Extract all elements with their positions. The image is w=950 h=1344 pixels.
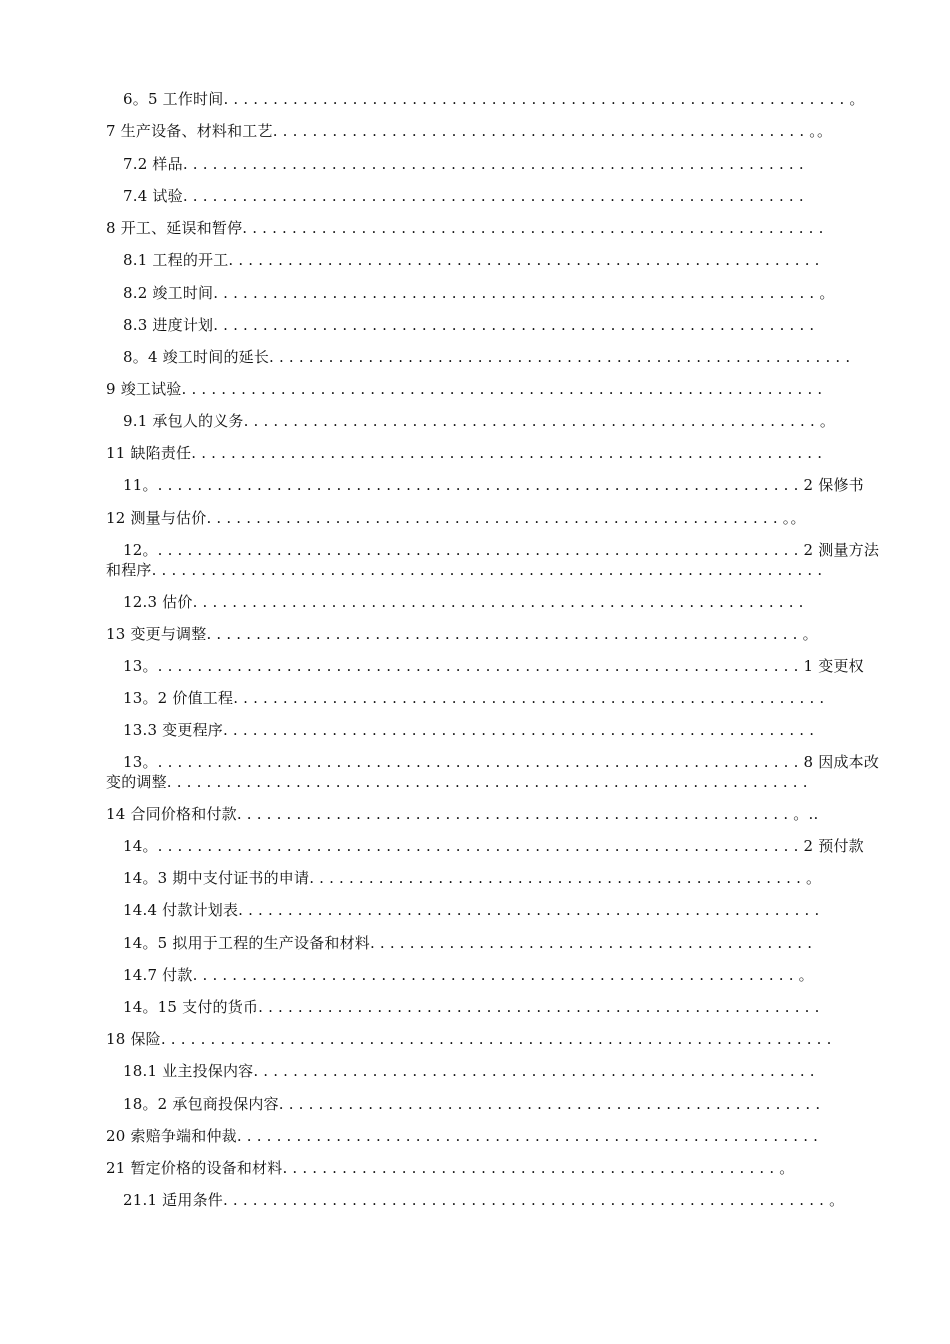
toc-entry-continuation[interactable]: 变的调整. . . . . . . . . . . . . . . . . . . . . . . . . . . . . . . . . . . . . . . . . . . . . . . . . . . . . . . . . . . . . . . . . (106, 773, 808, 791)
toc-entry[interactable]: 13。. . . . . . . . . . . . . . . . . . . . . . . . . . . . . . . . . . . . . . . . . . . . . . . . . . . . . . . . . . . . . . . . . 1 变更权 (123, 657, 864, 675)
toc-entry[interactable]: 13。2 价值工程. . . . . . . . . . . . . . . . . . . . . . . . . . . . . . . . . . . . . . . . . . . . . . . . . . . . . . . . . . . . (123, 689, 825, 707)
toc-entry[interactable]: 6。5 工作时间. . . . . . . . . . . . . . . . . . . . . . . . . . . . . . . . . . . . . . . . . . . . . . . . . . . . . . . . . . . . . . . 。 (123, 90, 865, 108)
toc-entry[interactable]: 21 暂定价格的设备和材料. . . . . . . . . . . . . . . . . . . . . . . . . . . . . . . . . . . . . . . . . . . . . . . . . . 。 (106, 1159, 795, 1177)
toc-entry[interactable]: 14 合同价格和付款. . . . . . . . . . . . . . . . . . . . . . . . . . . . . . . . . . . . . . . . . . . . . . . . . . . . . . . . 。.. (106, 805, 819, 823)
toc-entry[interactable]: 9 竣工试验. . . . . . . . . . . . . . . . . . . . . . . . . . . . . . . . . . . . . . . . . . . . . . . . . . . . . . . . . . . . . . . . . (106, 380, 823, 398)
toc-entry[interactable]: 8.2 竣工时间. . . . . . . . . . . . . . . . . . . . . . . . . . . . . . . . . . . . . . . . . . . . . . . . . . . . . . . . . . . . . 。 (123, 284, 835, 302)
toc-entry[interactable]: 8。4 竣工时间的延长. . . . . . . . . . . . . . . . . . . . . . . . . . . . . . . . . . . . . . . . . . . . . . . . . . . . . . . . . . . (123, 348, 851, 366)
toc-entry[interactable]: 20 索赔争端和仲裁. . . . . . . . . . . . . . . . . . . . . . . . . . . . . . . . . . . . . . . . . . . . . . . . . . . . . . . . . . . (106, 1127, 819, 1145)
toc-entry[interactable]: 8.3 进度计划. . . . . . . . . . . . . . . . . . . . . . . . . . . . . . . . . . . . . . . . . . . . . . . . . . . . . . . . . . . . . (123, 316, 815, 334)
toc-entry[interactable]: 12.3 估价. . . . . . . . . . . . . . . . . . . . . . . . . . . . . . . . . . . . . . . . . . . . . . . . . . . . . . . . . . . . . . (123, 593, 804, 611)
toc-entry[interactable]: 8.1 工程的开工. . . . . . . . . . . . . . . . . . . . . . . . . . . . . . . . . . . . . . . . . . . . . . . . . . . . . . . . . . . . (123, 251, 820, 269)
toc-entry[interactable]: 8 开工、延误和暂停. . . . . . . . . . . . . . . . . . . . . . . . . . . . . . . . . . . . . . . . . . . . . . . . . . . . . . . . . . . (106, 219, 824, 237)
toc-entry[interactable]: 18 保险. . . . . . . . . . . . . . . . . . . . . . . . . . . . . . . . . . . . . . . . . . . . . . . . . . . . . . . . . . . . . . . . . . . . (106, 1030, 832, 1048)
toc-entry[interactable]: 14.7 付款. . . . . . . . . . . . . . . . . . . . . . . . . . . . . . . . . . . . . . . . . . . . . . . . . . . . . . . . . . . . . 。 (123, 966, 814, 984)
toc-entry[interactable]: 11 缺陷责任. . . . . . . . . . . . . . . . . . . . . . . . . . . . . . . . . . . . . . . . . . . . . . . . . . . . . . . . . . . . . . . . (106, 444, 823, 462)
toc-entry[interactable]: 18。2 承包商投保内容. . . . . . . . . . . . . . . . . . . . . . . . . . . . . . . . . . . . . . . . . . . . . . . . . . . . . . . (123, 1095, 821, 1113)
toc-entry[interactable]: 11。. . . . . . . . . . . . . . . . . . . . . . . . . . . . . . . . . . . . . . . . . . . . . . . . . . . . . . . . . . . . . . . . . 2 保修书 (123, 476, 864, 494)
toc-entry[interactable]: 14。5 拟用于工程的生产设备和材料. . . . . . . . . . . . . . . . . . . . . . . . . . . . . . . . . . . . . . . . . . . . . (123, 934, 813, 952)
toc-entry[interactable]: 12。. . . . . . . . . . . . . . . . . . . . . . . . . . . . . . . . . . . . . . . . . . . . . . . . . . . . . . . . . . . . . . . . . 2 测量方法 (123, 541, 880, 559)
toc-entry-continuation[interactable]: 和程序. . . . . . . . . . . . . . . . . . . . . . . . . . . . . . . . . . . . . . . . . . . . . . . . . . . . . . . . . . . . . . . . . . . . (106, 561, 823, 579)
toc-entry[interactable]: 14。3 期中支付证书的申请. . . . . . . . . . . . . . . . . . . . . . . . . . . . . . . . . . . . . . . . . . . . . . . . . . 。 (123, 869, 822, 887)
toc-entry[interactable]: 7 生产设备、材料和工艺. . . . . . . . . . . . . . . . . . . . . . . . . . . . . . . . . . . . . . . . . . . . . . . . . . . . . . 。。 (106, 122, 833, 140)
toc-entry[interactable]: 14。. . . . . . . . . . . . . . . . . . . . . . . . . . . . . . . . . . . . . . . . . . . . . . . . . . . . . . . . . . . . . . . . . 2 预付款 (123, 837, 864, 855)
toc-entry[interactable]: 13.3 变更程序. . . . . . . . . . . . . . . . . . . . . . . . . . . . . . . . . . . . . . . . . . . . . . . . . . . . . . . . . . . . (123, 721, 815, 739)
toc-entry[interactable]: 14。15 支付的货币. . . . . . . . . . . . . . . . . . . . . . . . . . . . . . . . . . . . . . . . . . . . . . . . . . . . . . . . . (123, 998, 820, 1016)
toc-entry[interactable]: 21.1 适用条件. . . . . . . . . . . . . . . . . . . . . . . . . . . . . . . . . . . . . . . . . . . . . . . . . . . . . . . . . . . . . 。 (123, 1191, 845, 1209)
toc-entry[interactable]: 9.1 承包人的义务. . . . . . . . . . . . . . . . . . . . . . . . . . . . . . . . . . . . . . . . . . . . . . . . . . . . . . . . . . 。 (123, 412, 836, 430)
toc-entry[interactable]: 7.4 试验. . . . . . . . . . . . . . . . . . . . . . . . . . . . . . . . . . . . . . . . . . . . . . . . . . . . . . . . . . . . . . . (123, 187, 804, 205)
toc-entry[interactable]: 12 测量与估价. . . . . . . . . . . . . . . . . . . . . . . . . . . . . . . . . . . . . . . . . . . . . . . . . . . . . . . . . . 。。 (106, 509, 806, 527)
toc-entry[interactable]: 7.2 样品. . . . . . . . . . . . . . . . . . . . . . . . . . . . . . . . . . . . . . . . . . . . . . . . . . . . . . . . . . . . . . . (123, 155, 804, 173)
toc-entry[interactable]: 13 变更与调整. . . . . . . . . . . . . . . . . . . . . . . . . . . . . . . . . . . . . . . . . . . . . . . . . . . . . . . . . . . . 。 (106, 625, 818, 643)
toc-entry[interactable]: 18.1 业主投保内容. . . . . . . . . . . . . . . . . . . . . . . . . . . . . . . . . . . . . . . . . . . . . . . . . . . . . . . . . (123, 1062, 815, 1080)
toc-entry[interactable]: 13。. . . . . . . . . . . . . . . . . . . . . . . . . . . . . . . . . . . . . . . . . . . . . . . . . . . . . . . . . . . . . . . . . 8 因成本改 (123, 753, 880, 771)
toc-entry[interactable]: 14.4 付款计划表. . . . . . . . . . . . . . . . . . . . . . . . . . . . . . . . . . . . . . . . . . . . . . . . . . . . . . . . . . . (123, 901, 820, 919)
